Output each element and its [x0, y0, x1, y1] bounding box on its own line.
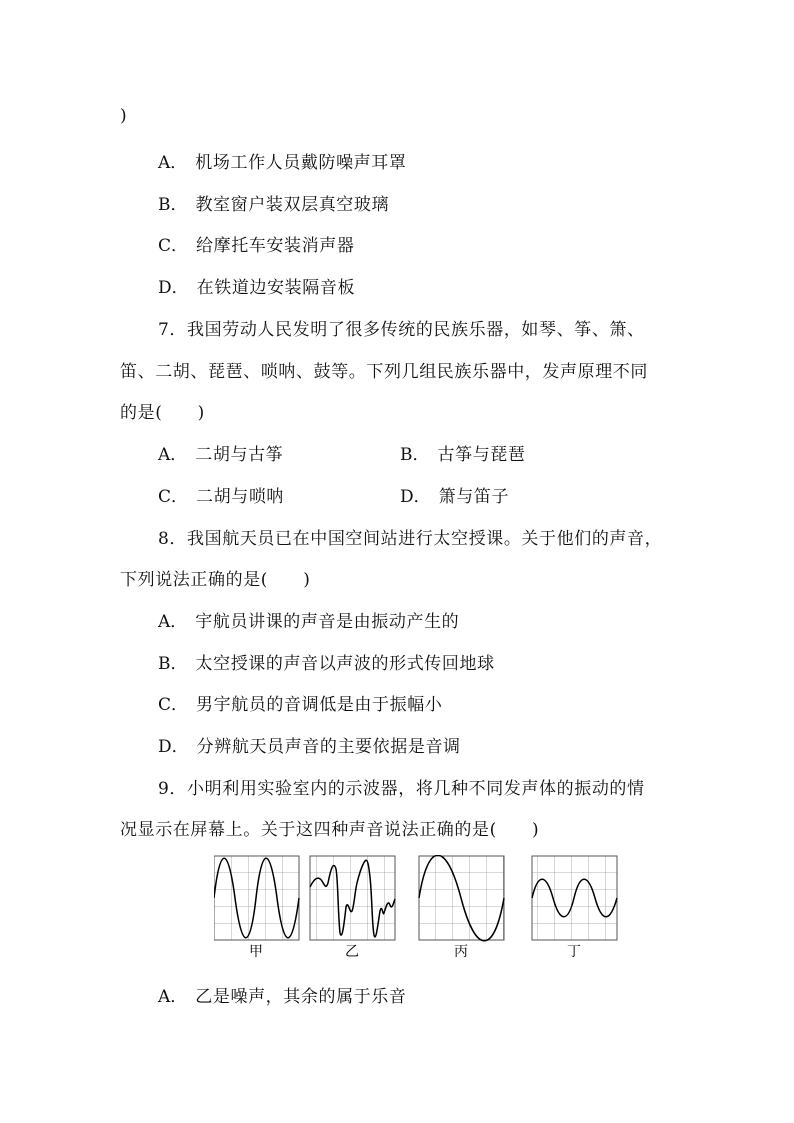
option-letter: C． — [158, 487, 189, 507]
q8-option-a — [158, 607, 459, 632]
option-text: 乙是噪声，其余的属于乐音 — [195, 987, 407, 1007]
q8-stem-line-2: 下列说法正确的是( ) — [120, 570, 311, 590]
option-letter: D． — [158, 737, 189, 757]
prev-option-b — [158, 190, 389, 215]
option-letter: D． — [400, 487, 431, 507]
q7-option-d — [400, 482, 509, 507]
q9-stem-line-2: 况显示在屏幕上。关于这四种声音说法正确的是( ) — [120, 820, 540, 840]
option-text: 分辨航天员声音的主要依据是音调 — [196, 737, 461, 757]
option-letter: A． — [158, 987, 188, 1007]
option-letter: B． — [158, 195, 188, 215]
option-text: 二胡与古筝 — [195, 445, 284, 465]
waveform-label-ding: 丁 — [567, 944, 581, 960]
q9-option-a — [158, 982, 406, 1007]
q7-stem-line-2: 笛、二胡、琵琶、唢呐、鼓等。下列几组民族乐器中，发声原理不同 — [120, 362, 648, 382]
option-letter: A． — [158, 612, 188, 632]
option-letter: C． — [158, 695, 189, 715]
waveform-panel-jia — [214, 856, 299, 960]
q8-option-d — [158, 732, 461, 757]
option-text: 太空授课的声音以声波的形式传回地球 — [195, 654, 495, 674]
prev-option-a — [158, 148, 406, 173]
option-text: 箫与笛子 — [438, 487, 510, 507]
waveform-panel-ding — [532, 856, 617, 960]
waveform-label-bing: 丙 — [454, 944, 468, 960]
option-text: 给摩托车安装消声器 — [196, 236, 355, 256]
option-letter: C． — [158, 236, 189, 256]
q7-stem-line-3: 的是( ) — [120, 403, 205, 423]
waveform-label-yi: 乙 — [345, 944, 359, 960]
q7-option-a — [158, 440, 283, 465]
option-text: 二胡与唢呐 — [196, 487, 285, 507]
option-text: 宇航员讲课的声音是由振动产生的 — [195, 612, 460, 632]
q7-option-c — [158, 482, 284, 507]
option-text: 教室窗户装双层真空玻璃 — [195, 195, 390, 215]
waveform-panel-yi — [310, 856, 395, 960]
q8-option-b — [158, 649, 495, 674]
option-text: 男宇航员的音调低是由于振幅小 — [196, 695, 443, 715]
prev-question-tail: ) — [120, 106, 128, 126]
option-letter: A． — [158, 153, 188, 173]
option-text: 古筝与琵琶 — [437, 445, 526, 465]
option-text: 在铁道边安装隔音板 — [196, 278, 356, 298]
prev-option-d — [158, 273, 355, 298]
waveform-label-jia: 甲 — [249, 944, 263, 960]
waveform-figure — [214, 855, 618, 961]
option-letter: A． — [158, 445, 188, 465]
option-letter: B． — [158, 654, 188, 674]
q7-stem-line-1: 7．我国劳动人民发明了很多传统的民族乐器，如琴、筝、箫、 — [158, 320, 645, 340]
q9-stem-line-1: 9．小明利用实验室内的示波器，将几种不同发声体的振动的情 — [158, 779, 645, 799]
q8-stem-line-1: 8．我国航天员已在中国空间站进行太空授课。关于他们的声音， — [158, 529, 663, 549]
option-letter: D． — [158, 278, 189, 298]
option-letter: B． — [400, 445, 430, 465]
prev-option-c — [158, 231, 354, 256]
option-text: 机场工作人员戴防噪声耳罩 — [195, 153, 407, 173]
q8-option-c — [158, 690, 442, 715]
waveform-panel-bing — [419, 855, 504, 960]
q7-option-b — [400, 440, 526, 465]
